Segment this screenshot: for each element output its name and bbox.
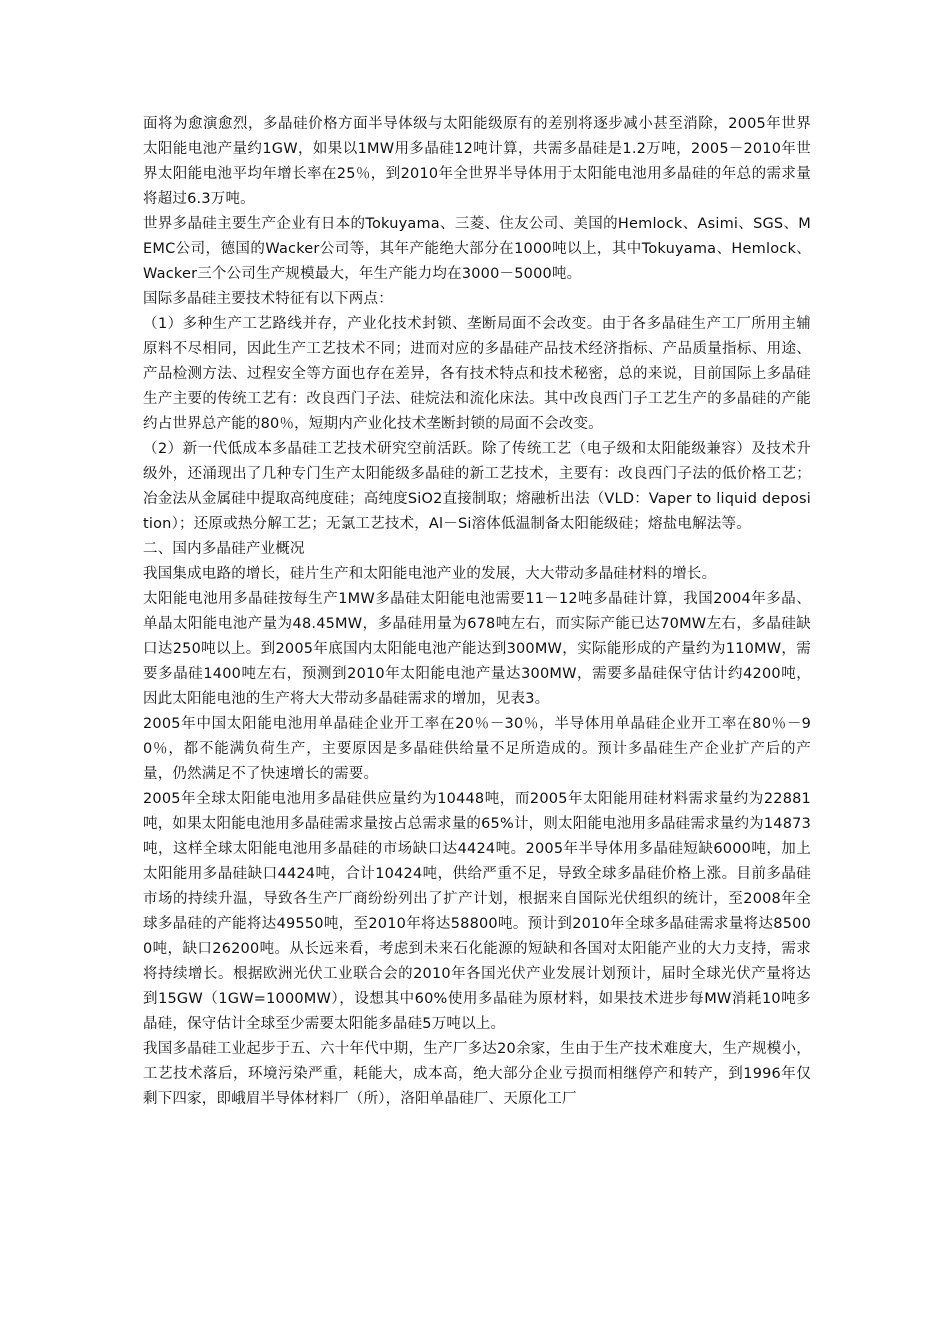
paragraph-2: 世界多晶硅主要生产企业有日本的Tokuyama、三菱、住友公司、美国的Hemlock、Asimi、SGS、MEMC公司，德国的Wacker公司等，其年产能绝大部分在1000吨以上，其中Tokuyama、Hemlock、Wacker三个公司生产规模最大，年生产能力均在3000－5000吨。 — [143, 216, 811, 282]
paragraph-11: 我国多晶硅工业起步于五、六十年代中期，生产厂多达20余家，生由于生产技术难度大，生产规模小，工艺技术落后，环境污染严重，耗能大，成本高，绝大部分企业亏损而相继停产和转产，到1996年仅剩下四家，即峨眉半导体材料厂（所），洛阳单晶硅厂、天原化工厂 — [143, 1041, 811, 1107]
paragraph-3: 国际多晶硅主要技术特征有以下两点： — [143, 291, 393, 307]
paragraph-1: 面将为愈演愈烈，多晶硅价格方面半导体级与太阳能级原有的差别将逐步减小甚至消除，2005年世界太阳能电池产量约1GW，如果以1MW用多晶硅12吨计算，共需多晶硅是1.2万吨，2005－2010年世界太阳能电池平均年增长率在25％，到2010年全世界半导体用于太阳能电池用多晶硅的年总的需求量将超过6.3万吨。 — [143, 116, 811, 207]
document-body — [143, 112, 811, 1112]
paragraph-9: 2005年中国太阳能电池用单晶硅企业开工率在20％－30％，半导体用单晶硅企业开工率在80％－90％，都不能满负荷生产，主要原因是多晶硅供给量不足所造成的。预计多晶硅生产企业扩产后的产量，仍然满足不了快速增长的需要。 — [143, 716, 811, 782]
paragraph-8: 太阳能电池用多晶硅按每生产1MW多晶硅太阳能电池需要11－12吨多晶硅计算，我国2004年多晶、单晶太阳能电池产量为48.45MW，多晶硅用量为678吨左右，而实际产能已达70MW左右，多晶硅缺口达250吨以上。到2005年底国内太阳能电池产能达到300MW，实际能形成的产量约为110MW，需要多晶硅1400吨左右，预测到2010年太阳能电池产量达300MW，需要多晶硅保守估计约4200吨，因此太阳能电池的生产将大大带动多晶硅需求的增加，见表3。 — [143, 591, 811, 707]
paragraph-4: （1）多种生产工艺路线并存，产业化技术封锁、垄断局面不会改变。由于各多晶硅生产工厂所用主辅原料不尽相同，因此生产工艺技术不同；进而对应的多晶硅产品技术经济指标、产品质量指标、用途、产品检测方法、过程安全等方面也存在差异，各有技术特点和技术秘密，总的来说，目前国际上多晶硅生产主要的传统工艺有：改良西门子法、硅烷法和流化床法。其中改良西门子工艺生产的多晶硅的产能约占世界总产能的80％，短期内产业化技术垄断封锁的局面不会改变。 — [143, 316, 811, 432]
paragraph-10: 2005年全球太阳能电池用多晶硅供应量约为10448吨，而2005年太阳能用硅材料需求量约为22881吨，如果太阳能电池用多晶硅需求量按占总需求量的65%计，则太阳能电池用多晶硅需求量约为14873吨，这样全球太阳能电池用多晶硅的市场缺口达4424吨。2005年半导体用多晶硅短缺6000吨，加上太阳能用多晶硅缺口4424吨，合计10424吨，供给严重不足，导致全球多晶硅价格上涨。目前多晶硅市场的持续升温，导致各生产厂商纷纷列出了扩产计划，根据来自国际光伏组织的统计，至2008年全球多晶硅的产能将达49550吨，至2010年将达58800吨。预计到2010年全球多晶硅需求量将达85000吨，缺口26200吨。从长远来看，考虑到未来石化能源的短缺和各国对太阳能产业的大力支持，需求将持续增长。根据欧洲光伏工业联合会的2010年各国光伏产业发展计划预计，届时全球光伏产量将达到15GW（1GW=1000MW），设想其中60%使用多晶硅为原材料，如果技术进步每MW消耗10吨多晶硅，保守估计全球至少需要太阳能多晶硅5万吨以上。 — [143, 791, 811, 1032]
paragraph-7: 我国集成电路的增长，硅片生产和太阳能电池产业的发展，大大带动多晶硅材料的增长。 — [143, 566, 717, 582]
section-heading: 二、国内多晶硅产业概况 — [143, 541, 305, 557]
paragraph-5: （2）新一代低成本多晶硅工艺技术研究空前活跃。除了传统工艺（电子级和太阳能级兼容）及技术升级外，还涌现出了几种专门生产太阳能级多晶硅的新工艺技术，主要有：改良西门子法的低价格工艺；冶金法从金属硅中提取高纯度硅；高纯度SiO2直接制取；熔融析出法（VLD：Vaper to liquid deposition）；还原或热分解工艺；无氯工艺技术，Al－Si溶体低温制备太阳能级硅；熔盐电解法等。 — [143, 441, 811, 532]
